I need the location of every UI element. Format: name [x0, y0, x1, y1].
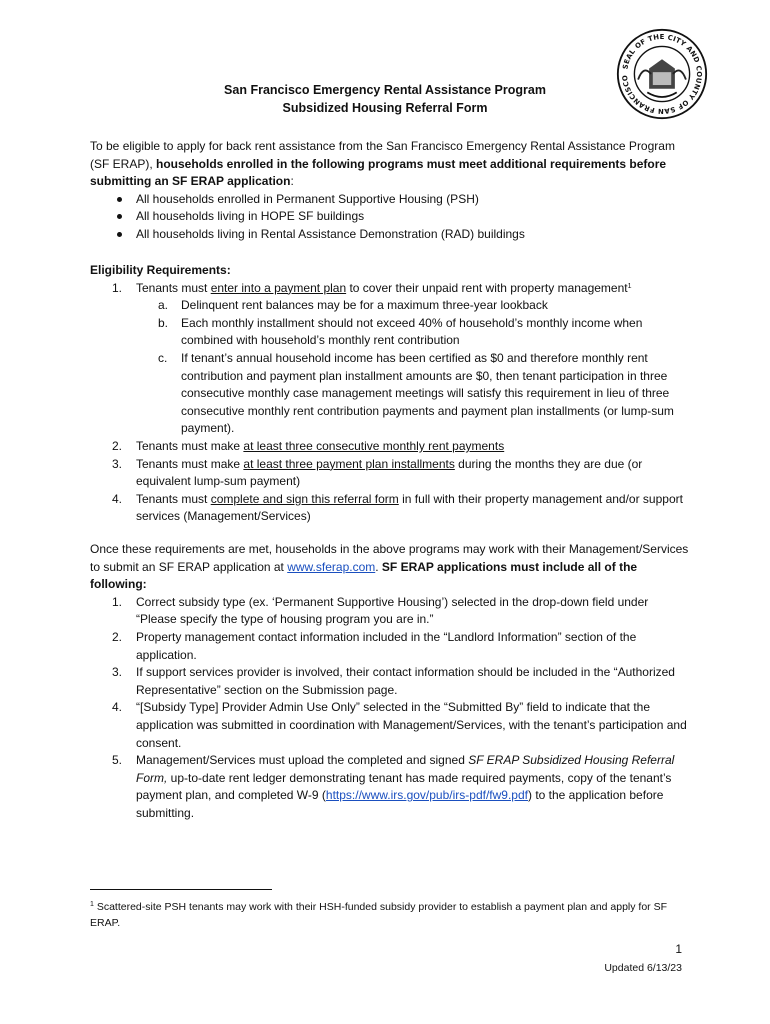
eligibility-heading: Eligibility Requirements:	[90, 263, 231, 277]
form-title-line1: San Francisco Emergency Rental Assistance Program	[224, 83, 546, 97]
list-item: 2. Tenants must make at least three consecutive monthly rent payments	[112, 438, 505, 453]
payment-plan-text: enter into a payment plan	[210, 280, 347, 295]
footnote: $^1$ Scattered-site PSH tenants may work with their HSH-funded subsidy provider to establish a payment plan and apply for SF ERAP.	[90, 901, 668, 929]
list-item: All households enrolled in Permanent Supportive Housing (PSH)	[90, 191, 690, 209]
form-title-line2: Subsidized Housing Referral Form	[282, 101, 488, 115]
svg-text:SEAL OF THE CITY AND COUNTY OF: SEAL OF THE CITY AND COUNTY OF SAN FRANCISCO	[620, 33, 703, 116]
application-paragraph: Once these requirements are met, households in the above programs may work with their Management/Services to submit an SF ERAP application at www.sferap.com. SF ERAP applications must include all of the following:	[90, 542, 689, 592]
list-item: All households living in HOPE SF buildings	[90, 208, 690, 226]
list-item: c. If tenant’s annual household income has been certified as $0 and therefore monthly rent contribution and payment plan installment amounts are $0, then tenant participation in three consecutive monthly case management meetings will satisfy this requirement in lieu of three consecutive monthly rent contribution payments and payment plan installments (or lump-sum payment).	[158, 350, 674, 436]
list-item: 5. Management/Services must upload the completed and signed SF ERAP Subsidized Housing Referral Form, up-to-date rent ledger demonstrating tenant has made required payments, copy of the tenant’s payment plan, and completed W-9 (https://www.irs.gov/pub/irs-pdf/fw9.pdf) to the application before submitting.	[112, 753, 675, 820]
sub-list	[136, 297, 690, 438]
list-item: 3. Tenants must make at least three payment plan installments during the months they are due (or equivalent lump-sum payment)	[112, 456, 643, 489]
list-item: 3. If support services provider is involved, their contact information should be included in the “Authorized Representative” section on the Submission page.	[112, 665, 675, 697]
list-item: b. Each monthly installment should not exceed 40% of household’s monthly income when combined with household’s monthly rent contribution	[158, 315, 643, 348]
eligibility-list	[90, 280, 690, 526]
list-item: 1. Correct subsidy type (ex. ‘Permanent Supportive Housing’) selected in the drop-down field under “Please specify the type of housing program you are in.”	[112, 594, 649, 627]
intro-section	[90, 138, 690, 244]
list-item: All households living in Rental Assistance Demonstration (RAD) buildings	[90, 226, 690, 244]
list-item: 4. Tenants must complete and sign this referral form in full with their property management and/or support services (Management/Services)	[112, 491, 683, 524]
eligibility-section	[90, 262, 690, 526]
list-item: a. Delinquent rent balances may be for a maximum three-year lookback	[158, 298, 548, 313]
intro-paragraph: To be eligible to apply for back rent assistance from the San Francisco Emergency Rental Assistance Program (SF ERAP), households enrolled in the following programs must meet additional requirements before submitting an SF ERAP application:	[90, 139, 675, 189]
application-section	[90, 541, 690, 823]
program-list	[90, 191, 690, 244]
page-number: 1	[675, 942, 682, 956]
list-item: 2. Property management contact information included in the “Landlord Information” section of the application.	[112, 629, 637, 662]
list-item: 4. “[Subsidy Type] Provider Admin Use Only” selected in the “Submitted By” field to indicate that the application was submitted in coordination with Management/Services, with the tenant’s participation and consent.	[112, 700, 687, 750]
sferap-link[interactable]: www.sferap.com	[287, 559, 376, 574]
footnote-ref: 1	[627, 282, 632, 290]
application-list	[90, 594, 690, 823]
list-item: 1. Tenants must enter into a payment plan to cover their unpaid rent with property management$^1$ a. Delinquent rent balances may be for a maximum three-year lookback b. Each monthly installment should not exceed 40% of household’s monthly income when combined with household’s monthly rent contribution c. If tenant’s annual household income has been certified as $0 and therefore monthly rent contribution and payment plan installment amounts are $0, then tenant participation in three consecutive monthly case management meetings will satisfy this requirement in lieu of three consecutive monthly rent contribution payments and payment plan installments (or lump-sum payment).	[90, 280, 690, 438]
updated-date: Updated 6/13/23	[604, 962, 682, 974]
w9-link[interactable]: https://www.irs.gov/pub/irs-pdf/fw9.pdf	[325, 788, 528, 803]
footnote-divider	[90, 889, 272, 890]
